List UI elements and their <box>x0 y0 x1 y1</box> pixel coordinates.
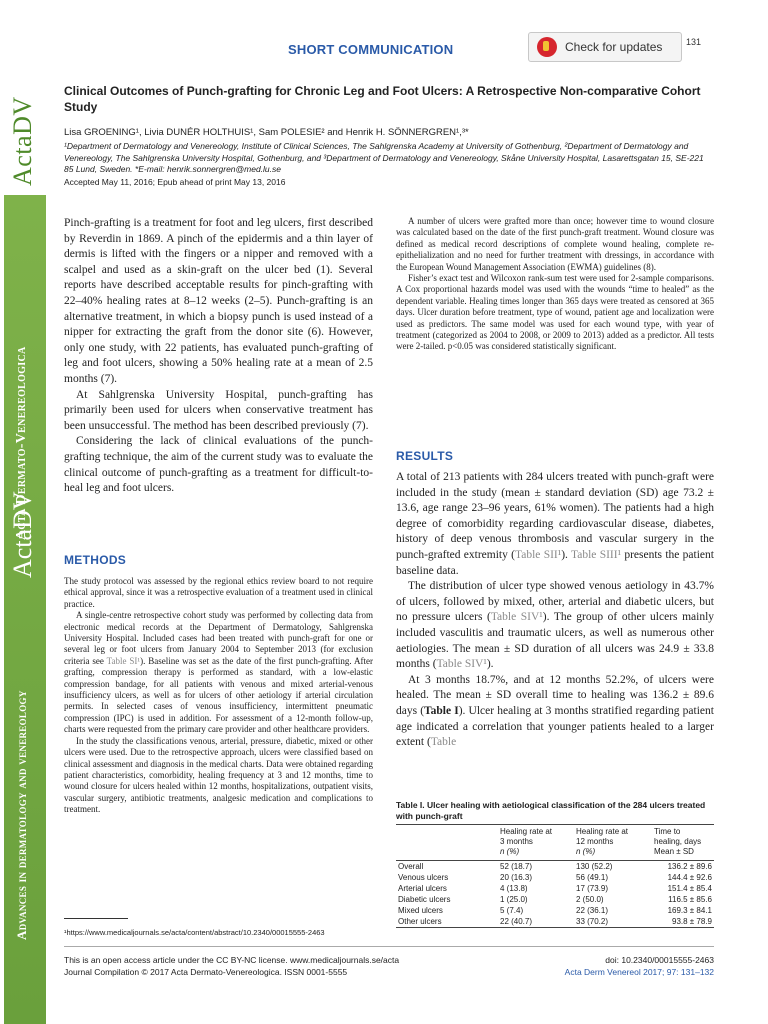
table-row <box>396 905 714 916</box>
methods-paragraph: A single-centre retrospective cohort study was performed by collecting data from electronic medical records at the Department of Dermatology, Sahlgrenska University Hospital. Included cases had been treated with punch-graft for one or several leg or foot ulcers from January 2004 to September 2013 (for exclusion criteria see Table SI¹). Baseline was set as the date of the first punch-grafting. After grafting, compression therapy is performed as standard, with a low-elastic compression bandage, for all patients with venous and mixed arterial-venous insufficiency ulcers, as well as for ulcers of other aetiology if arterial circulation permits. In selected cases of venous insufficiency, intermittent pneumatic compression (IPC) is used in addition. For assessment of a 12-month follow-up, charts were requested from the primary care provider and other healthcare providers. <box>64 610 373 735</box>
table-cell: 116.5 ± 85.6 <box>668 895 712 904</box>
intro-paragraph: Pinch-grafting is a treatment for foot and leg ulcers, first described by Reverdin in 1869. A pinch of the epidermis and a thin layer of dermis is lifted with the fingers or a nipper and removed with a scalpel and used as a skin-graft on the ulcer bed (1). Several reports have described acceptable results for pinch-grafting with 22–40% healing rates at 8–12 weeks (2–5). Punch-grafting is an alternative treatment, in which a biopsy punch is used instead of a nipper for extracting the graft from the donor site (6). However, only one study, with 22 patients, has evaluated punch-grafting of leg and foot ulcers, showing a 50% healing rate at a mean of 2.5 months (7). <box>64 217 373 385</box>
journal-sidebar <box>0 0 50 1024</box>
accepted-dates: Accepted May 11, 2016; Epub ahead of print May 13, 2016 <box>64 177 286 187</box>
results-paragraph: At 3 months 18.7%, and at 12 months 52.2%, of ulcers were healed. The mean ± SD overall time to healing was 136.2 ± 89.6 days (Table I). Ulcer healing at 3 months stratified regarding patient age indicated a correlation that younger patients healed to a larger extent (Table <box>396 673 714 749</box>
table-link[interactable]: Table <box>430 736 457 749</box>
table-cell: 2 (50.0) <box>576 895 604 904</box>
crossmark-icon <box>537 37 557 57</box>
table-siii-link[interactable]: Table SIII¹ <box>571 548 622 561</box>
table-row-label: Arterial ulcers <box>398 884 447 893</box>
intro-section <box>64 216 373 497</box>
methods-heading: METHODS <box>64 553 127 567</box>
table-row-label: Venous ulcers <box>398 873 449 882</box>
footer-left <box>64 954 399 978</box>
journal-subtitle-vertical: Advances in dermatology and venereology <box>14 690 29 940</box>
table-cell: 22 (36.1) <box>576 906 609 915</box>
methods-paragraph: A number of ulcers were grafted more than once; however time to wound closure was calculated based on the date of the first punch-graft treatment. Wound closure was defined as medical record descriptions of complete wound healing, complete re-epithelialization and no need for further treatment with dressings, in accordance with the European Wound Management Association (EWMA) guidelines (8). <box>396 216 714 272</box>
journal-title-vertical: Acta Dermato-Venereologica <box>14 346 29 540</box>
table-row-label: Mixed ulcers <box>398 906 443 915</box>
table-cell: 56 (49.1) <box>576 873 609 882</box>
doi-text[interactable]: doi: 10.2340/00015555-2463 <box>605 955 714 965</box>
table-row <box>396 894 714 905</box>
journal-compilation: Journal Compilation © 2017 Acta Dermato-Venereologica. ISSN 0001-5555 <box>64 967 348 977</box>
ulcer-healing-table <box>396 824 714 928</box>
table-cell: 169.3 ± 84.1 <box>667 906 712 915</box>
methods-paragraph: Fisher’s exact test and Wilcoxon rank-sum test were used for 2-sample comparisons. A Cox proportional hazards model was used with the wounds “time to healed” as the dependent variable. Healing times longer than 365 days were treated as censored at 365 days. Ulcer duration before treatment, type of wound, patient age and localization were used as predictors. The same model was used for each wound type, with year of treatment (categorized as 2004 to 2008, or 2009 to 2013) added as a predictor. All tests were 2-tailed. p<0.05 was considered statistically significant. <box>396 273 714 352</box>
table-caption: Table I. Ulcer healing with aetiological classification of the 284 ulcers treated with punch-graft <box>396 800 706 821</box>
check-updates-label: Check for updates <box>565 40 663 54</box>
license-text[interactable]: This is an open access article under the CC BY-NC license. www.medicaljournals.se/acta <box>64 955 400 965</box>
table-cell: 144.4 ± 92.6 <box>667 873 712 882</box>
section-label: SHORT COMMUNICATION <box>288 42 454 57</box>
footer-right <box>565 954 714 978</box>
page-number: 131 <box>686 37 702 47</box>
table-cell: 33 (70.2) <box>576 917 609 926</box>
results-heading: RESULTS <box>396 449 454 463</box>
table-siv-link[interactable]: Table SIV¹ <box>436 658 487 671</box>
table-row-label: Other ulcers <box>398 917 442 926</box>
table-header-cell: Healing rate at 12 months n (%) <box>576 827 629 856</box>
article-title: Clinical Outcomes of Punch-grafting for Chronic Leg and Foot Ulcers: A Retrospective Non-comparative Cohort Study <box>64 84 701 114</box>
table-cell: 5 (7.4) <box>500 906 524 915</box>
table-cell: 17 (73.9) <box>576 884 609 893</box>
methods-paragraph: In the study the classifications venous, arterial, pressure, diabetic, mixed or other ulcers were used. Due to the retrospective approach, ulcers were classified based on clinical assessment and diagnosis in the medical charts. Data were obtained regarding patient characteristics, comorbidity, healing frequency at 3 and 12 months, time to wound closure for ulcers healed within 12 months, hospitalizations, outpatient visits, vascular surgery, antibiotic treatments, analgesic medication and complications to treatment. <box>64 735 373 815</box>
table-cell: 4 (13.8) <box>500 884 528 893</box>
table-si-link[interactable]: Table SI¹ <box>106 655 141 666</box>
article-authors: Lisa GROENING¹, Livia DUNÉR HOLTHUIS¹, Sam POLESIE² and Henrik H. SÖNNERGREN¹,³* <box>64 127 469 138</box>
journal-logo-mid: ActaDV <box>8 491 37 578</box>
table-row <box>396 861 714 873</box>
table-cell: 1 (25.0) <box>500 895 528 904</box>
table-i-ref[interactable]: Table I <box>424 704 459 717</box>
table-row <box>396 883 714 894</box>
results-paragraph: The distribution of ulcer type showed venous aetiology in 43.7% of ulcers, followed by mixed, other, arterial and diabetic ulcers, but no pressure ulcers (Table SIV¹). The group of other ulcers mainly included vasculitis and traumatic ulcers, as well as numerous other aetiologies. The mean ± SD duration of all ulcers was 24.9 ± 33.8 months (Table SIV¹). <box>396 580 715 671</box>
intro-paragraph: At Sahlgrenska University Hospital, punch-grafting has primarily been used for ulcers when conservative treatment has been unsuccessful. The method has been described previously (7). <box>64 388 373 432</box>
footnote-rule <box>64 918 128 919</box>
results-section <box>396 470 714 751</box>
table-header-row <box>396 825 714 861</box>
article-affiliations: ¹Department of Dermatology and Venereology, Institute of Clinical Sciences, The Sahlgrenska Academy at University of Gothenburg, ²Department of Dermatology and Venereology, The Sahlgrenska University Hospital, Gothenburg, and ³Department of Dermatology and Venereology, Skåne University Hospital, Lasarettsgatan 15, SE-221 85 Lund, Sweden. *E-mail: henrik.sonnergren@med.lu.se <box>64 141 704 174</box>
table-cell: 130 (52.2) <box>576 862 613 871</box>
table-row <box>396 916 714 928</box>
methods-paragraph: The study protocol was assessed by the regional ethics review board to not require ethical approval, since it was a retrospective evaluation of a treatment used in clinical practice. <box>64 576 373 609</box>
methods-continued <box>396 216 714 353</box>
table-header-cell <box>396 825 498 861</box>
table-row-label: Overall <box>398 862 424 871</box>
table-header-cell: Healing rate at 3 months n (%) <box>500 827 553 856</box>
table-cell: 20 (16.3) <box>500 873 533 882</box>
table-header-cell: Time to healing, days Mean ± SD <box>654 827 702 856</box>
table-cell: 22 (40.7) <box>500 917 533 926</box>
results-paragraph: A total of 213 patients with 284 ulcers treated with punch-graft were included in the study (mean ± standard deviation (SD) age 73.2 ± 13.6, age range 23–96 years, 61% women). The patients had a high degree of comorbidity regarding cardiovascular disease, diabetes, history of deep venous thrombosis and vascular surgery in the punch-grafted extremity (Table SII¹). Table SIII¹ presents the patient baseline data. <box>396 471 714 577</box>
citation-text: Acta Derm Venereol 2017; 97: 131–132 <box>564 967 714 977</box>
check-updates-button[interactable] <box>528 32 682 62</box>
table-cell: 151.4 ± 85.4 <box>667 884 712 893</box>
table-cell: 136.2 ± 89.6 <box>667 862 712 871</box>
journal-logo-top: ActaDV <box>8 96 37 186</box>
table-row-label: Diabetic ulcers <box>398 895 451 904</box>
table-cell: 52 (18.7) <box>500 862 533 871</box>
footer-rule <box>64 946 714 947</box>
table-cell: 93.8 ± 78.9 <box>672 917 712 926</box>
table-siv-link[interactable]: Table SIV¹ <box>490 611 543 624</box>
table-row <box>396 872 714 883</box>
methods-section <box>64 576 373 816</box>
table-sii-link[interactable]: Table SII¹ <box>515 548 562 561</box>
footnote-url[interactable]: ¹https://www.medicaljournals.se/acta/content/abstract/10.2340/00015555-2463 <box>64 928 325 937</box>
intro-paragraph: Considering the lack of clinical evaluations of the punch-grafting technique, the aim of the current study was to evaluate the clinical outcome of punch-grafting as a treatment for difficult-to-heal leg and foot ulcers. <box>64 435 373 495</box>
